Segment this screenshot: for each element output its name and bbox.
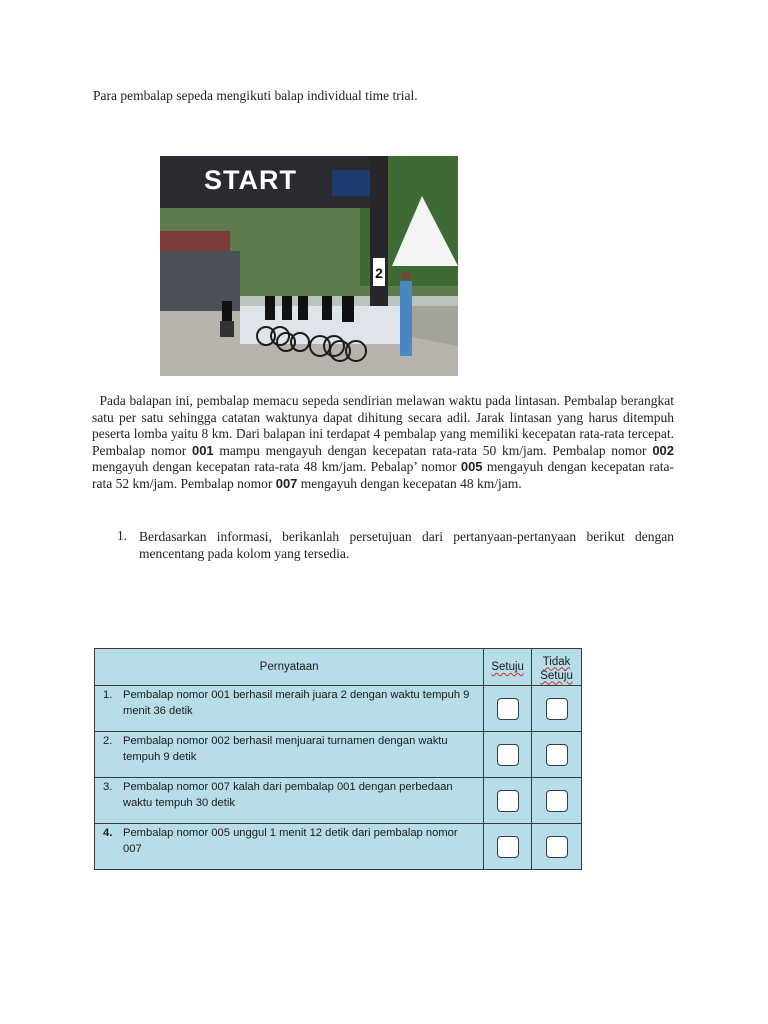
disagree-cell	[532, 824, 582, 870]
table-row	[95, 824, 582, 870]
racer-number-002: 002	[652, 442, 675, 458]
question-text: Berdasarkan informasi, berikanlah persetujuan dari pertanyaan-pertanyaan berikut dengan mencentang pada kolom yang tersedia.	[139, 529, 674, 561]
race-start-photo	[160, 156, 458, 376]
table-row	[95, 686, 582, 732]
statement-text: Pembalap nomor 001 berhasil meraih juara 2 dengan waktu tempuh 9 menit 36 detik	[123, 689, 470, 717]
row-number: 2.	[103, 735, 113, 747]
agree-checkbox[interactable]	[497, 744, 519, 766]
row-number: 3.	[103, 781, 113, 793]
statement-table	[94, 648, 582, 870]
statement-text: Pembalap nomor 002 berhasil menjuarai turnamen dengan waktu tempuh 9 detik	[123, 735, 448, 763]
racer-number-007: 007	[275, 475, 298, 491]
table-row	[95, 732, 582, 778]
race-description-paragraph: Pada balapan ini, pembalap memacu sepeda sendirian melawan waktu pada lintasan. Pembalap berangkat satu per satu sehingga catatan waktunya dapat dihitung secara adil. Jarak lintasan yang harus ditempuh peserta lomba yaitu 8 km. Dari balapan ini terdapat 4 pembalap yang memiliki kecepatan rata-rata tercepat. Pembalap nomor 001 mampu mengayuh dengan kecepatan rata-rata 50 km/jam. Pembalap nomor 002 mengayuh dengan kecepatan rata-rata 48 km/jam. Pebalap’ nomor 005 mengayuh dengan kecepatan rata-rata 52 km/jam. Pembalap nomor 007 mengayuh dengan kecepatan 48 km/jam.	[92, 393, 675, 491]
header-disagree: Tidak Setuju	[532, 649, 582, 686]
intro-text: Para pembalap sepeda mengikuti balap individual time trial.	[93, 88, 418, 103]
header-statement: Pernyataan	[95, 649, 484, 686]
statement-text: Pembalap nomor 007 kalah dari pembalap 001 dengan perbedaan waktu tempuh 30 detik	[123, 781, 453, 809]
statement-cell	[95, 686, 484, 732]
agree-checkbox[interactable]	[497, 836, 519, 858]
agree-cell	[484, 778, 532, 824]
disagree-checkbox[interactable]	[546, 744, 568, 766]
racer-number-001: 001	[191, 442, 214, 458]
agree-cell	[484, 732, 532, 778]
race-number-sign: 2	[375, 265, 383, 281]
agree-checkbox[interactable]	[497, 790, 519, 812]
disagree-cell	[532, 778, 582, 824]
row-number: 4.	[103, 827, 113, 839]
disagree-cell	[532, 686, 582, 732]
start-banner-text: START	[204, 165, 297, 195]
header-agree: Setuju	[484, 649, 532, 686]
table-header-row	[95, 649, 582, 686]
disagree-checkbox[interactable]	[546, 698, 568, 720]
statement-cell	[95, 824, 484, 870]
question-number: 1.	[117, 528, 128, 543]
agree-cell	[484, 686, 532, 732]
agree-cell	[484, 824, 532, 870]
agree-checkbox[interactable]	[497, 698, 519, 720]
row-number: 1.	[103, 689, 113, 701]
statement-cell	[95, 778, 484, 824]
disagree-cell	[532, 732, 582, 778]
table-row	[95, 778, 582, 824]
disagree-checkbox[interactable]	[546, 836, 568, 858]
statement-cell	[95, 732, 484, 778]
disagree-checkbox[interactable]	[546, 790, 568, 812]
racer-number-005: 005	[460, 459, 483, 475]
race-photo-illustration	[160, 156, 458, 376]
statement-text: Pembalap nomor 005 unggul 1 menit 12 detik dari pembalap nomor 007	[123, 827, 458, 855]
